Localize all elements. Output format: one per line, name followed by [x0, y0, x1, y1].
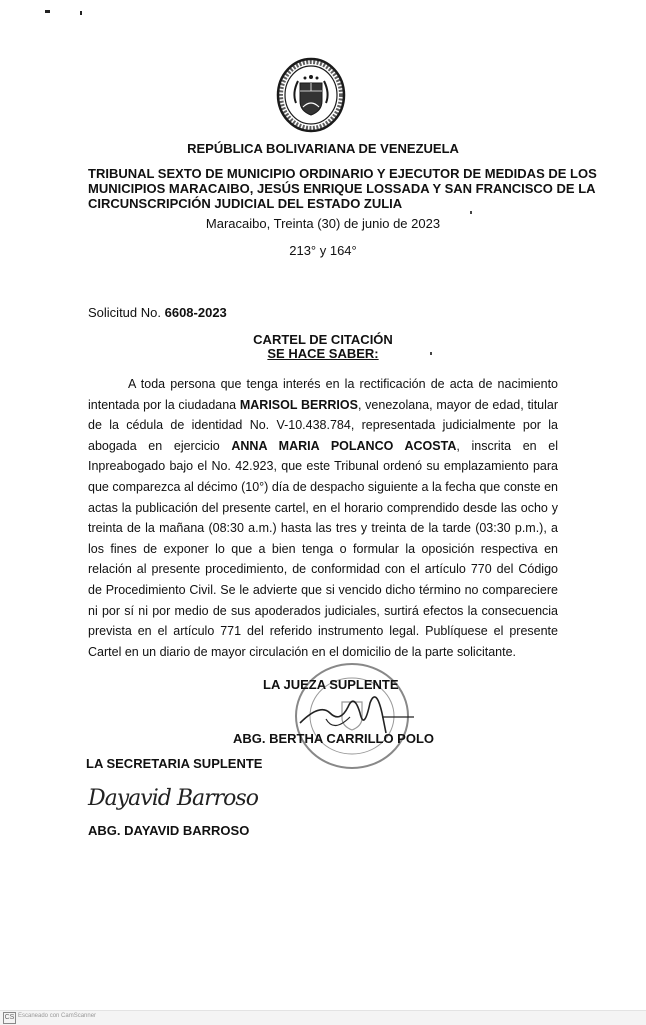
request-value: 6608-2023 [164, 305, 227, 320]
request-label: Solicitud No. [88, 305, 161, 320]
scanner-footer [0, 1010, 646, 1025]
secretary-signature-handwriting: Dayavid Barroso [88, 786, 258, 811]
scan-mark [45, 10, 50, 13]
secretary-title: LA SECRETARIA SUPLENTE [86, 756, 263, 771]
secretary-name: ABG. DAYAVID BARROSO [88, 823, 250, 838]
judge-name: ABG. BERTHA CARRILLO POLO [233, 731, 435, 746]
national-seal-icon [276, 57, 346, 133]
republic-heading: REPÚBLICA BOLIVARIANA DE VENEZUELA [187, 141, 459, 156]
body-text-2: , venezolana, mayor de edad, titular de la cédula de identidad No. V-10.438.784, representada judicialmente por la abogada en ejercicio [88, 397, 559, 453]
applicant-name: MARISOL BERRIOS [239, 397, 358, 412]
judge-title: LA JUEZA SUPLENTE [263, 677, 399, 692]
attorney-name: ANNA MARIA POLANCO ACOSTA [231, 438, 457, 453]
court-name-line-3: CIRCUNSCRIPCIÓN JUDICIAL DEL ESTADO ZULIA [88, 196, 403, 211]
camscanner-icon: CS [3, 1012, 16, 1024]
body-text-1: A toda persona que tenga interés en la rectificación de acta de nacimiento intentada por la ciudadana [88, 377, 558, 412]
scan-mark [470, 211, 472, 214]
scanner-text: Escaneado con CamScanner [18, 1013, 97, 1019]
notice-body [88, 374, 558, 662]
notice-subtitle: SE HACE SABER: [267, 346, 379, 361]
body-text-3: , inscrita en el Inpreabogado bajo el No. 42.923, que este Tribunal ordenó su emplazamiento para que comparezca al décimo (10°) día de despacho siguiente a la fecha que conste en actas la publicación del presente cartel, en el horario comprendido desde las ocho y treinta de la mañana (08:30 a.m.) hasta las tres y treinta de la tarde (03:30 p.m.), a los fines de exponer lo que a bien tenga o formular la oposición respectiva en relación al presente procedimiento, de conformidad con el artículo 770 del Código de Procedimiento Civil. Se le advierte que si vencido dicho término no compareciere ni por sí ni por medio de sus apoderados judiciales, surtirá efectos la consecuencia prevista en el artículo 771 del referido instrumento legal. Publíquese el presente Cartel en un diario de mayor circulación en el domicilio de la parte solicitante. [88, 438, 559, 659]
court-name-line-1: TRIBUNAL SEXTO DE MUNICIPIO ORDINARIO Y EJECUTOR DE MEDIDAS DE LOS [88, 166, 597, 181]
scan-mark [80, 11, 82, 15]
document-date: Maracaibo, Treinta (30) de junio de 2023 [205, 216, 441, 231]
court-name-line-2: MUNICIPIOS MARACAIBO, JESÚS ENRIQUE LOSSADA Y SAN FRANCISCO DE LA [88, 181, 596, 196]
request-number [88, 305, 227, 320]
notice-title: CARTEL DE CITACIÓN [253, 332, 393, 347]
scan-mark [430, 352, 432, 355]
historic-years: 213° y 164° [289, 243, 357, 258]
